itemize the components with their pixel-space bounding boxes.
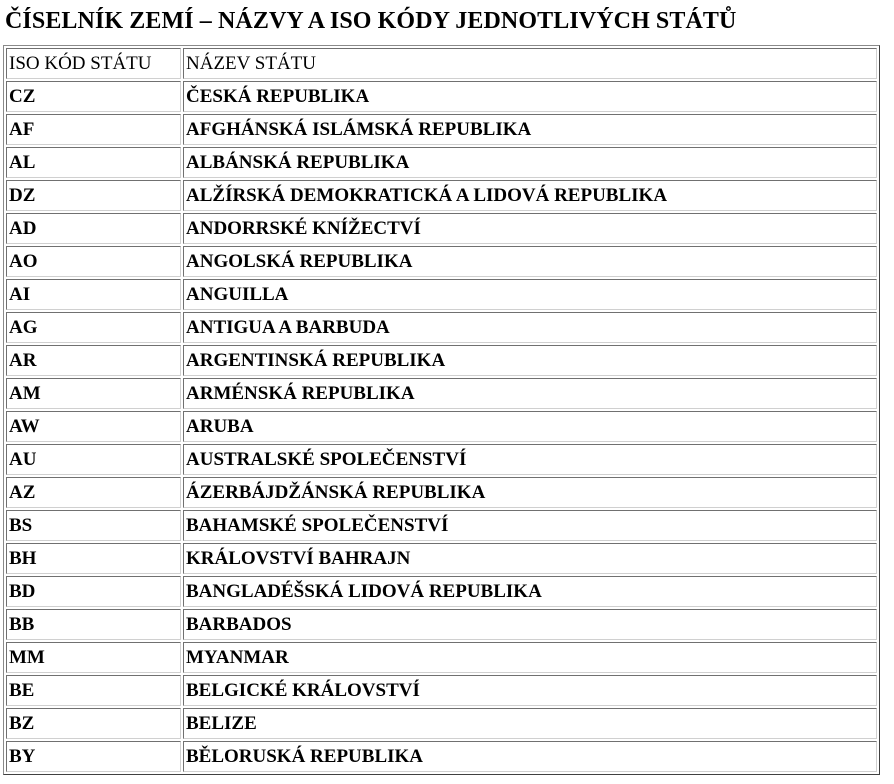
iso-code-cell: AF bbox=[6, 114, 181, 145]
table-row bbox=[6, 510, 877, 541]
country-name-cell: ARUBA bbox=[183, 411, 877, 442]
iso-code-cell: BS bbox=[6, 510, 181, 541]
table-row bbox=[6, 378, 877, 409]
iso-code-cell: BD bbox=[6, 576, 181, 607]
table-row bbox=[6, 708, 877, 739]
iso-code-cell: AW bbox=[6, 411, 181, 442]
iso-code-cell: MM bbox=[6, 642, 181, 673]
iso-code-cell: AU bbox=[6, 444, 181, 475]
country-name-cell: ÁZERBÁJDŽÁNSKÁ REPUBLIKA bbox=[183, 477, 877, 508]
iso-code-cell: AI bbox=[6, 279, 181, 310]
country-name-cell: BELIZE bbox=[183, 708, 877, 739]
table-row bbox=[6, 642, 877, 673]
iso-code-cell: AG bbox=[6, 312, 181, 343]
table-row bbox=[6, 477, 877, 508]
table-row bbox=[6, 279, 877, 310]
iso-code-cell: AR bbox=[6, 345, 181, 376]
table-row bbox=[6, 675, 877, 706]
table-row bbox=[6, 312, 877, 343]
iso-code-cell: AL bbox=[6, 147, 181, 178]
iso-code-cell: AD bbox=[6, 213, 181, 244]
country-table-body bbox=[6, 48, 877, 772]
country-name-cell: ANGOLSKÁ REPUBLIKA bbox=[183, 246, 877, 277]
header-country-name: NÁZEV STÁTU bbox=[183, 48, 877, 79]
country-name-cell: ARGENTINSKÁ REPUBLIKA bbox=[183, 345, 877, 376]
iso-code-cell: BH bbox=[6, 543, 181, 574]
table-row bbox=[6, 114, 877, 145]
country-name-cell: AFGHÁNSKÁ ISLÁMSKÁ REPUBLIKA bbox=[183, 114, 877, 145]
iso-code-cell: BZ bbox=[6, 708, 181, 739]
country-name-cell: ANTIGUA A BARBUDA bbox=[183, 312, 877, 343]
country-name-cell: ANGUILLA bbox=[183, 279, 877, 310]
table-row bbox=[6, 180, 877, 211]
country-name-cell: ČESKÁ REPUBLIKA bbox=[183, 81, 877, 112]
iso-code-cell: BB bbox=[6, 609, 181, 640]
country-name-cell: BANGLADÉŠSKÁ LIDOVÁ REPUBLIKA bbox=[183, 576, 877, 607]
table-row bbox=[6, 741, 877, 772]
country-name-cell: MYANMAR bbox=[183, 642, 877, 673]
table-row bbox=[6, 81, 877, 112]
table-header-row bbox=[6, 48, 877, 79]
iso-code-cell: BY bbox=[6, 741, 181, 772]
table-row bbox=[6, 345, 877, 376]
iso-code-cell: DZ bbox=[6, 180, 181, 211]
iso-code-cell: BE bbox=[6, 675, 181, 706]
iso-code-cell: AZ bbox=[6, 477, 181, 508]
iso-code-cell: AM bbox=[6, 378, 181, 409]
country-code-table bbox=[3, 45, 880, 775]
iso-code-cell: AO bbox=[6, 246, 181, 277]
country-name-cell: BARBADOS bbox=[183, 609, 877, 640]
country-name-cell: ALBÁNSKÁ REPUBLIKA bbox=[183, 147, 877, 178]
page-title: ČÍSELNÍK ZEMÍ – NÁZVY A ISO KÓDY JEDNOTLIVÝCH STÁTŮ bbox=[5, 8, 737, 34]
country-name-cell: ALŽÍRSKÁ DEMOKRATICKÁ A LIDOVÁ REPUBLIKA bbox=[183, 180, 877, 211]
table-row bbox=[6, 246, 877, 277]
country-name-cell: KRÁLOVSTVÍ BAHRAJN bbox=[183, 543, 877, 574]
table-row bbox=[6, 444, 877, 475]
country-name-cell: ANDORRSKÉ KNÍŽECTVÍ bbox=[183, 213, 877, 244]
country-name-cell: BĚLORUSKÁ REPUBLIKA bbox=[183, 741, 877, 772]
country-name-cell: BAHAMSKÉ SPOLEČENSTVÍ bbox=[183, 510, 877, 541]
country-name-cell: ARMÉNSKÁ REPUBLIKA bbox=[183, 378, 877, 409]
header-iso-code: ISO KÓD STÁTU bbox=[6, 48, 181, 79]
table-row bbox=[6, 543, 877, 574]
table-row bbox=[6, 147, 877, 178]
table-row bbox=[6, 609, 877, 640]
iso-code-cell: CZ bbox=[6, 81, 181, 112]
table-row bbox=[6, 411, 877, 442]
country-name-cell: AUSTRALSKÉ SPOLEČENSTVÍ bbox=[183, 444, 877, 475]
table-row bbox=[6, 576, 877, 607]
country-name-cell: BELGICKÉ KRÁLOVSTVÍ bbox=[183, 675, 877, 706]
table-row bbox=[6, 213, 877, 244]
